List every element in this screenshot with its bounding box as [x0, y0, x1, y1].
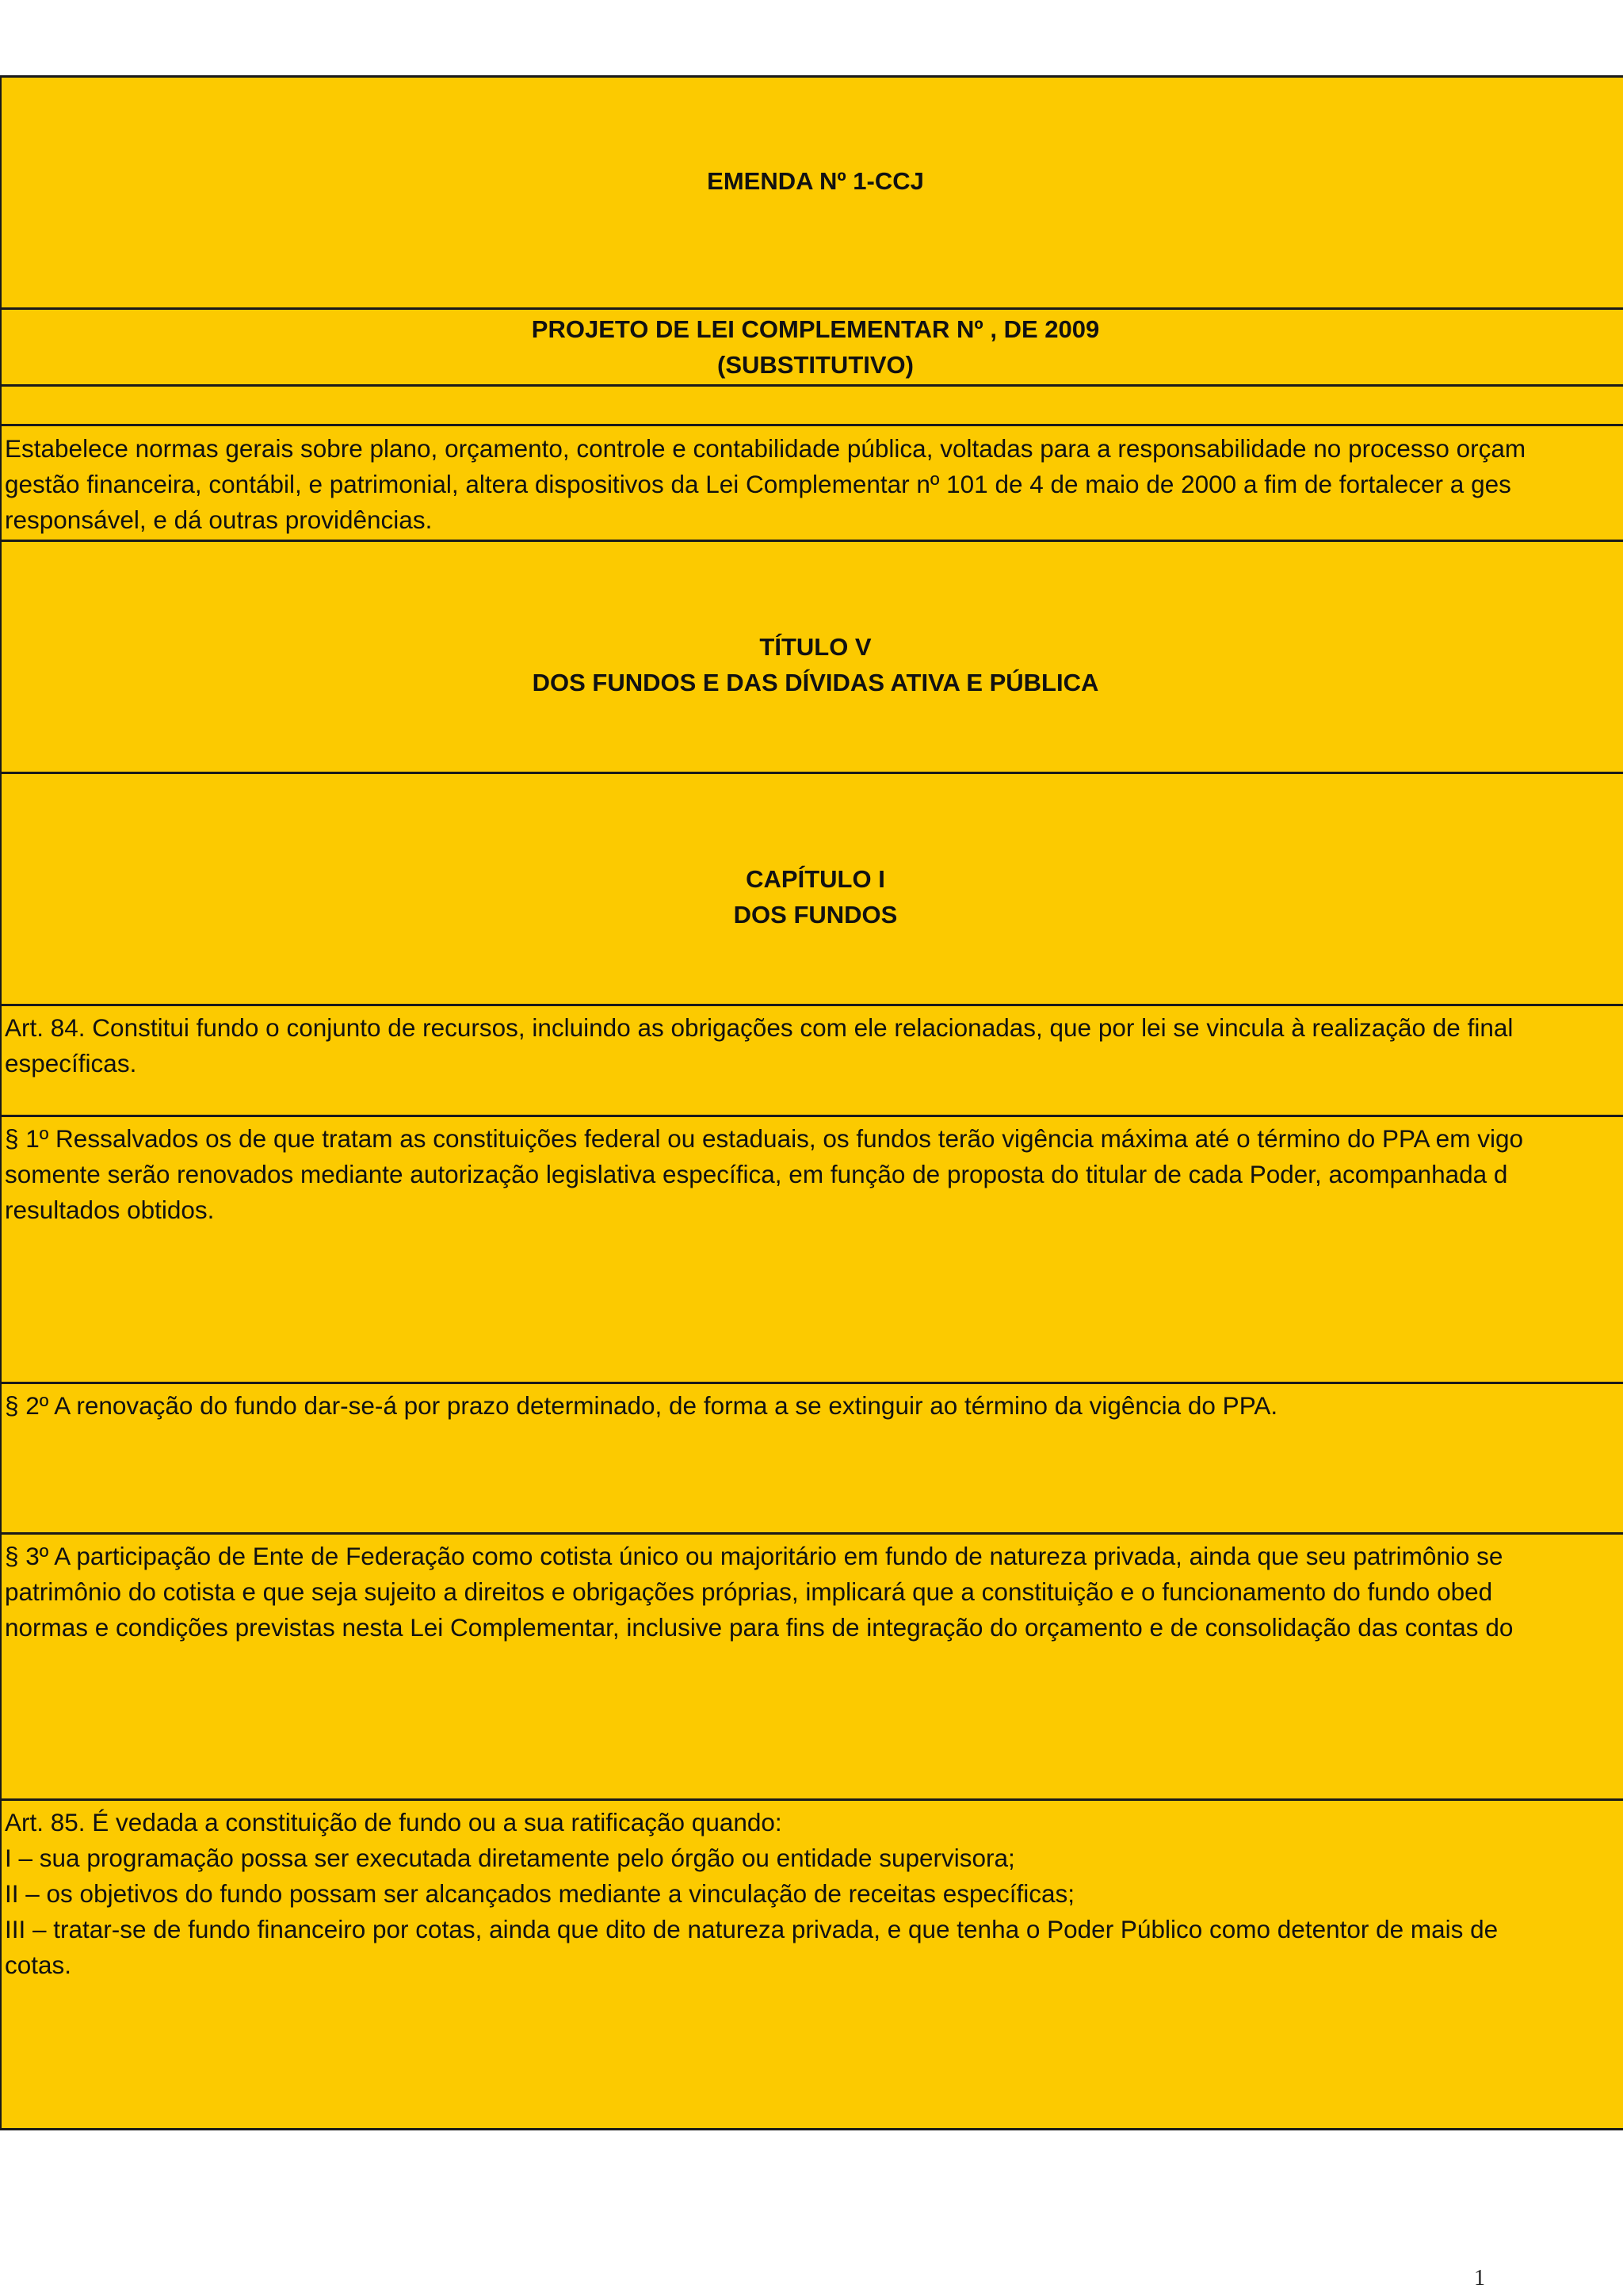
emenda-title: EMENDA Nº 1-CCJ: [707, 166, 924, 195]
art84-line: específicas.: [5, 1049, 137, 1077]
projeto-cell: [0, 310, 1623, 387]
titulo-cell: [0, 542, 1623, 774]
paragraph1-line: somente serão renovados mediante autorização legislativa específica, em função de proposta do titular de cada Poder, acompanhada d: [5, 1160, 1508, 1188]
art85-cell: [0, 1801, 1623, 2130]
projeto-subtitle: (SUBSTITUTIVO): [717, 351, 914, 379]
emenda-cell: [0, 78, 1623, 310]
empty-cell: [0, 387, 1623, 426]
paragraph1-cell: [0, 1117, 1623, 1384]
paragraph3-line: § 3º A participação de Ente de Federação como cotista único ou majoritário em fundo de natureza privada, ainda que seu patrimônio se: [5, 1542, 1503, 1570]
art85-item: I – sua programação possa ser executada diretamente pelo órgão ou entidade supervisora;: [5, 1844, 1015, 1872]
paragraph3-line: normas e condições previstas nesta Lei Complementar, inclusive para fins de integração do orçamento e de consolidação das contas do: [5, 1613, 1514, 1642]
art84-line: Art. 84. Constitui fundo o conjunto de recursos, incluindo as obrigações com ele relacionadas, que por lei se vincula à realização de final: [5, 1013, 1514, 1042]
projeto-title: PROJETO DE LEI COMPLEMENTAR Nº , DE 2009: [531, 315, 1100, 343]
document-table: [0, 75, 1623, 2130]
paragraph1-line: § 1º Ressalvados os de que tratam as constituições federal ou estaduais, os fundos terão vigência máxima até o término do PPA em vigo: [5, 1124, 1523, 1153]
ementa-cell: [0, 426, 1623, 542]
art85-item: II – os objetivos do fundo possam ser alcançados mediante a vinculação de receitas específicas;: [5, 1879, 1075, 1908]
ementa-line: responsável, e dá outras providências.: [5, 505, 433, 534]
paragraph3-line: patrimônio do cotista e que seja sujeito a direitos e obrigações próprias, implicará que a constituição e o funcionamento do fundo obed: [5, 1577, 1493, 1606]
art85-item: cotas.: [5, 1951, 72, 1979]
paragraph1-line: resultados obtidos.: [5, 1196, 215, 1224]
art85-line: Art. 85. É vedada a constituição de fundo ou a sua ratificação quando:: [5, 1808, 782, 1836]
art85-item: III – tratar-se de fundo financeiro por cotas, ainda que dito de natureza privada, e que tenha o Poder Público como detentor de mais de: [5, 1915, 1499, 1943]
paragraph2-line: § 2º A renovação do fundo dar-se-á por prazo determinado, de forma a se extinguir ao término da vigência do PPA.: [5, 1391, 1278, 1420]
art84-cell: [0, 1006, 1623, 1117]
capitulo-heading: CAPÍTULO I: [746, 865, 885, 893]
capitulo-subheading: DOS FUNDOS: [733, 901, 898, 929]
ementa-line: gestão financeira, contábil, e patrimonial, altera dispositivos da Lei Complementar nº 101 de 4 de maio de 2000 a fim de fortalecer a ges: [5, 470, 1511, 498]
paragraph3-cell: [0, 1535, 1623, 1801]
page-number: 1: [1474, 2266, 1485, 2290]
ementa-line: Estabelece normas gerais sobre plano, orçamento, controle e contabilidade pública, voltadas para a responsabilidade no processo orçam: [5, 434, 1526, 463]
paragraph2-cell: [0, 1384, 1623, 1535]
titulo-heading: TÍTULO V: [759, 633, 872, 661]
capitulo-cell: [0, 774, 1623, 1006]
titulo-subheading: DOS FUNDOS E DAS DÍVIDAS ATIVA E PÚBLICA: [532, 669, 1099, 696]
